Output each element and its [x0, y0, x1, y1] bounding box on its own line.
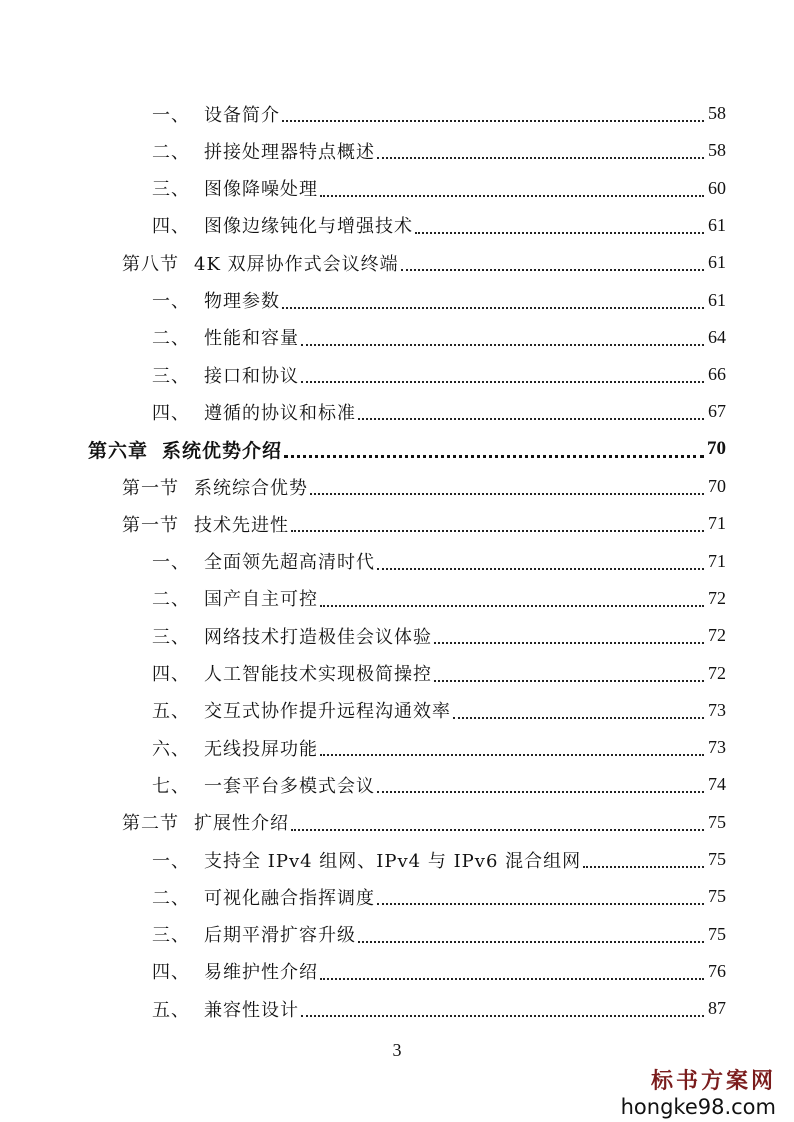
- watermark: [621, 1064, 776, 1119]
- toc-entry-number: 第一节: [122, 477, 179, 499]
- toc-leader-dots: [310, 492, 704, 495]
- toc-entry-title: 系统优势介绍: [162, 439, 283, 462]
- toc-leader-dots: [453, 716, 704, 719]
- toc-leader-dots: [377, 156, 704, 159]
- toc-entry[interactable]: [152, 393, 726, 430]
- toc-entry-title: 后期平滑扩容升级: [204, 925, 356, 947]
- toc-leader-dots: [282, 306, 704, 309]
- toc-entry-number: 二、: [152, 589, 190, 611]
- toc-entry-page: 72: [708, 587, 726, 608]
- toc-entry-title: 可视化融合指挥调度: [204, 887, 375, 909]
- toc-entry-number: 第六章: [88, 439, 149, 462]
- toc-entry-title: 网络技术打造极佳会议体验: [204, 626, 432, 648]
- toc-leader-dots: [377, 567, 704, 570]
- toc-leader-dots: [434, 641, 704, 644]
- toc-entry[interactable]: [152, 580, 726, 617]
- toc-entry-number: 三、: [152, 365, 190, 387]
- toc-entry[interactable]: [152, 282, 726, 319]
- toc-entry-title: 设备简介: [204, 104, 280, 126]
- toc-entry[interactable]: [152, 617, 726, 654]
- toc-entry[interactable]: [122, 505, 726, 542]
- toc-entry-number: 四、: [152, 664, 190, 685]
- toc-entry[interactable]: [152, 95, 726, 132]
- watermark-title: 标书方案网: [650, 1068, 776, 1094]
- toc-entry[interactable]: [122, 244, 726, 281]
- toc-entry[interactable]: [152, 543, 726, 580]
- toc-leader-dots: [434, 679, 704, 682]
- toc-entry-number: 四、: [152, 216, 190, 238]
- toc-entry[interactable]: [152, 916, 726, 953]
- toc-leader-dots: [320, 753, 704, 756]
- toc-entry-page: 75: [708, 886, 726, 907]
- toc-leader-dots: [401, 268, 704, 271]
- toc-entry-title: 拼接处理器特点概述: [204, 141, 375, 163]
- toc-entry-number: 一、: [152, 104, 190, 126]
- toc-leader-dots: [377, 902, 704, 905]
- toc-entry[interactable]: [122, 468, 726, 505]
- toc-entry[interactable]: [152, 990, 726, 1027]
- toc-leader-dots: [358, 417, 704, 420]
- toc-entry-page: 61: [708, 289, 726, 310]
- toc-entry-page: 70: [707, 438, 726, 460]
- toc-entry-number: 四、: [152, 962, 190, 984]
- toc-entry[interactable]: [152, 132, 726, 169]
- toc-entry-page: 72: [708, 625, 726, 646]
- toc-entry-page: 71: [708, 513, 726, 534]
- toc-entry[interactable]: [152, 841, 726, 878]
- toc-entry[interactable]: [152, 655, 726, 692]
- toc-entry[interactable]: [152, 878, 726, 915]
- toc-leader-dots: [301, 343, 704, 346]
- toc-entry[interactable]: [152, 319, 726, 356]
- toc-entry-title: 国产自主可控: [204, 589, 318, 611]
- toc-entry[interactable]: [152, 766, 726, 803]
- toc-entry[interactable]: [152, 356, 726, 393]
- toc-leader-dots: [291, 828, 704, 831]
- toc-leader-dots: [291, 529, 704, 532]
- toc-entry-page: 73: [708, 737, 726, 758]
- toc-entry-page: 61: [708, 252, 726, 273]
- toc-entry-title: 图像降噪处理: [204, 179, 318, 201]
- toc-entry-number: 二、: [152, 328, 190, 350]
- toc-entry-number: 第二节: [122, 813, 179, 835]
- toc-entry-title: 人工智能技术实现极简操控: [204, 664, 432, 685]
- toc-entry-title: 系统综合优势: [194, 477, 308, 499]
- toc-entry-title: 图像边缘钝化与增强技术: [204, 216, 413, 238]
- toc-leader-dots: [284, 454, 704, 458]
- toc-entry-title: 无线投屏功能: [204, 738, 318, 760]
- toc-entry-title: 易维护性介绍: [204, 962, 318, 984]
- toc-entry-number: 一、: [152, 291, 190, 312]
- toc-entry-number: 二、: [152, 141, 190, 163]
- toc-entry-page: 75: [708, 811, 726, 832]
- toc-entry-page: 58: [708, 140, 726, 161]
- toc-entry-title: 物理参数: [204, 291, 280, 312]
- toc-entry-number: 五、: [152, 999, 190, 1021]
- toc-entry-title: 接口和协议: [204, 365, 299, 387]
- toc-leader-dots: [415, 231, 704, 234]
- toc-leader-dots: [320, 604, 704, 607]
- toc-entry-title: 交互式协作提升远程沟通效率: [204, 701, 451, 723]
- toc-entry-number: 一、: [152, 850, 190, 872]
- toc-entry-page: 71: [708, 550, 726, 571]
- toc-entry-number: 五、: [152, 701, 190, 723]
- toc-entry-number: 第八节: [122, 253, 179, 275]
- toc-entry[interactable]: [152, 692, 726, 729]
- toc-entry-title: 遵循的协议和标准: [204, 402, 356, 424]
- toc-entry[interactable]: [152, 729, 726, 766]
- toc-leader-dots: [583, 865, 704, 868]
- toc-entry-page: 75: [708, 849, 726, 869]
- toc-entry[interactable]: [152, 207, 726, 244]
- toc-leader-dots: [320, 194, 704, 197]
- toc-leader-dots: [301, 380, 704, 383]
- toc-entry-page: 74: [708, 774, 726, 795]
- toc-entry-title: 4K 双屏协作式会议终端: [194, 253, 399, 275]
- toc-entry-number: 第一节: [122, 514, 179, 536]
- toc-entry-number: 三、: [152, 925, 190, 947]
- toc-leader-dots: [377, 790, 704, 793]
- page-number: 3: [392, 1040, 402, 1060]
- toc-entry-number: 三、: [152, 179, 190, 201]
- toc-entry-page: 73: [708, 699, 726, 720]
- toc-entry-title: 技术先进性: [194, 514, 289, 536]
- toc-entry-number: 一、: [152, 552, 190, 574]
- toc-entry-title: 扩展性介绍: [194, 813, 289, 835]
- toc-entry-page: 87: [708, 998, 726, 1019]
- toc-entry-number: 六、: [152, 738, 190, 760]
- toc-leader-dots: [301, 1014, 704, 1017]
- toc-entry-page: 58: [708, 103, 726, 123]
- toc-entry-page: 66: [708, 364, 726, 385]
- toc-leader-dots: [282, 119, 704, 122]
- toc-entry[interactable]: [88, 431, 726, 468]
- toc-leader-dots: [358, 940, 704, 943]
- toc-entry-page: 64: [708, 326, 726, 347]
- toc-entry[interactable]: [122, 804, 726, 841]
- toc-entry-title: 兼容性设计: [204, 999, 299, 1021]
- toc-entry-title: 一套平台多模式会议: [204, 775, 375, 797]
- toc-entry-number: 二、: [152, 887, 190, 909]
- toc-entry-page: 76: [708, 960, 726, 981]
- toc-entry-title: 支持全 IPv4 组网、IPv4 与 IPv6 混合组网: [204, 850, 582, 872]
- toc-entry-number: 七、: [152, 775, 190, 797]
- toc-entry-page: 75: [708, 923, 726, 944]
- toc-entry-page: 67: [708, 401, 726, 422]
- toc-entry-page: 60: [708, 177, 726, 198]
- toc-entry-title: 全面领先超高清时代: [204, 552, 375, 574]
- toc-entry-page: 70: [708, 476, 726, 496]
- watermark-url: hongke98.com: [620, 1095, 776, 1119]
- toc-entry-page: 61: [708, 214, 726, 235]
- toc-entry-page: 72: [708, 662, 726, 683]
- toc-leader-dots: [320, 977, 704, 980]
- toc-entry-title: 性能和容量: [204, 328, 299, 350]
- toc-entry-number: 四、: [152, 402, 190, 424]
- toc-entry[interactable]: [152, 170, 726, 207]
- toc-entry[interactable]: [152, 953, 726, 990]
- toc-entry-number: 三、: [152, 626, 190, 648]
